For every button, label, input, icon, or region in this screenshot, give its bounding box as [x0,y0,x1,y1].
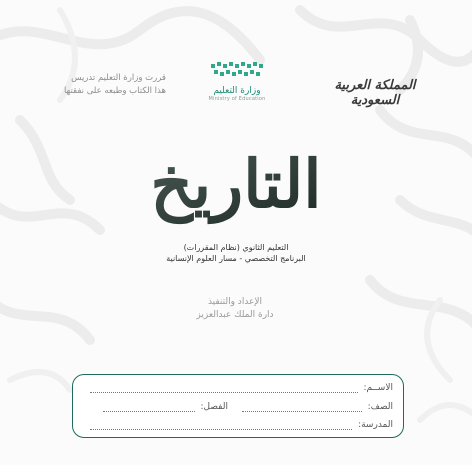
preparation-label: الإعداد والتنفيذ [207,297,263,307]
subtitle-line-1: التعليم الثانوي (نظام المقررات) [183,243,289,252]
grade-field[interactable] [242,402,362,412]
note-line-2: هذا الكتاب وطبعه على نفقتها [63,86,166,96]
school-field[interactable] [90,420,352,430]
ministry-approval-note [48,72,166,98]
note-line-1: قررت وزارة التعليم تدريس [71,73,166,83]
ministry-name: وزارة التعليم [213,86,261,96]
school-row [90,420,393,434]
preparation-org: دارة الملك عبدالعزيز [196,310,274,320]
school-label: المدرسة: [358,420,393,430]
grade-row [103,402,393,416]
student-info-box [72,374,404,438]
name-row [90,383,393,397]
book-subtitle [140,242,332,264]
ministry-logo [206,60,268,102]
ministry-logo-icon [209,60,265,80]
book-title-text: التاريخ [150,145,322,223]
name-field[interactable] [90,383,358,393]
name-label: الاســم: [363,383,393,393]
preparation-credit [170,296,300,322]
book-title [150,125,322,235]
subtitle-line-2: البرنامج التخصصي - مسار العلوم الإنسانية [166,254,306,263]
section-label: الفصل: [200,402,228,412]
section-field[interactable] [103,402,195,412]
kingdom-emblem-text: المملكة العربية السعودية [334,78,416,108]
ministry-name-en: Ministry of Education [208,96,266,102]
grade-label: الصف: [367,402,393,412]
